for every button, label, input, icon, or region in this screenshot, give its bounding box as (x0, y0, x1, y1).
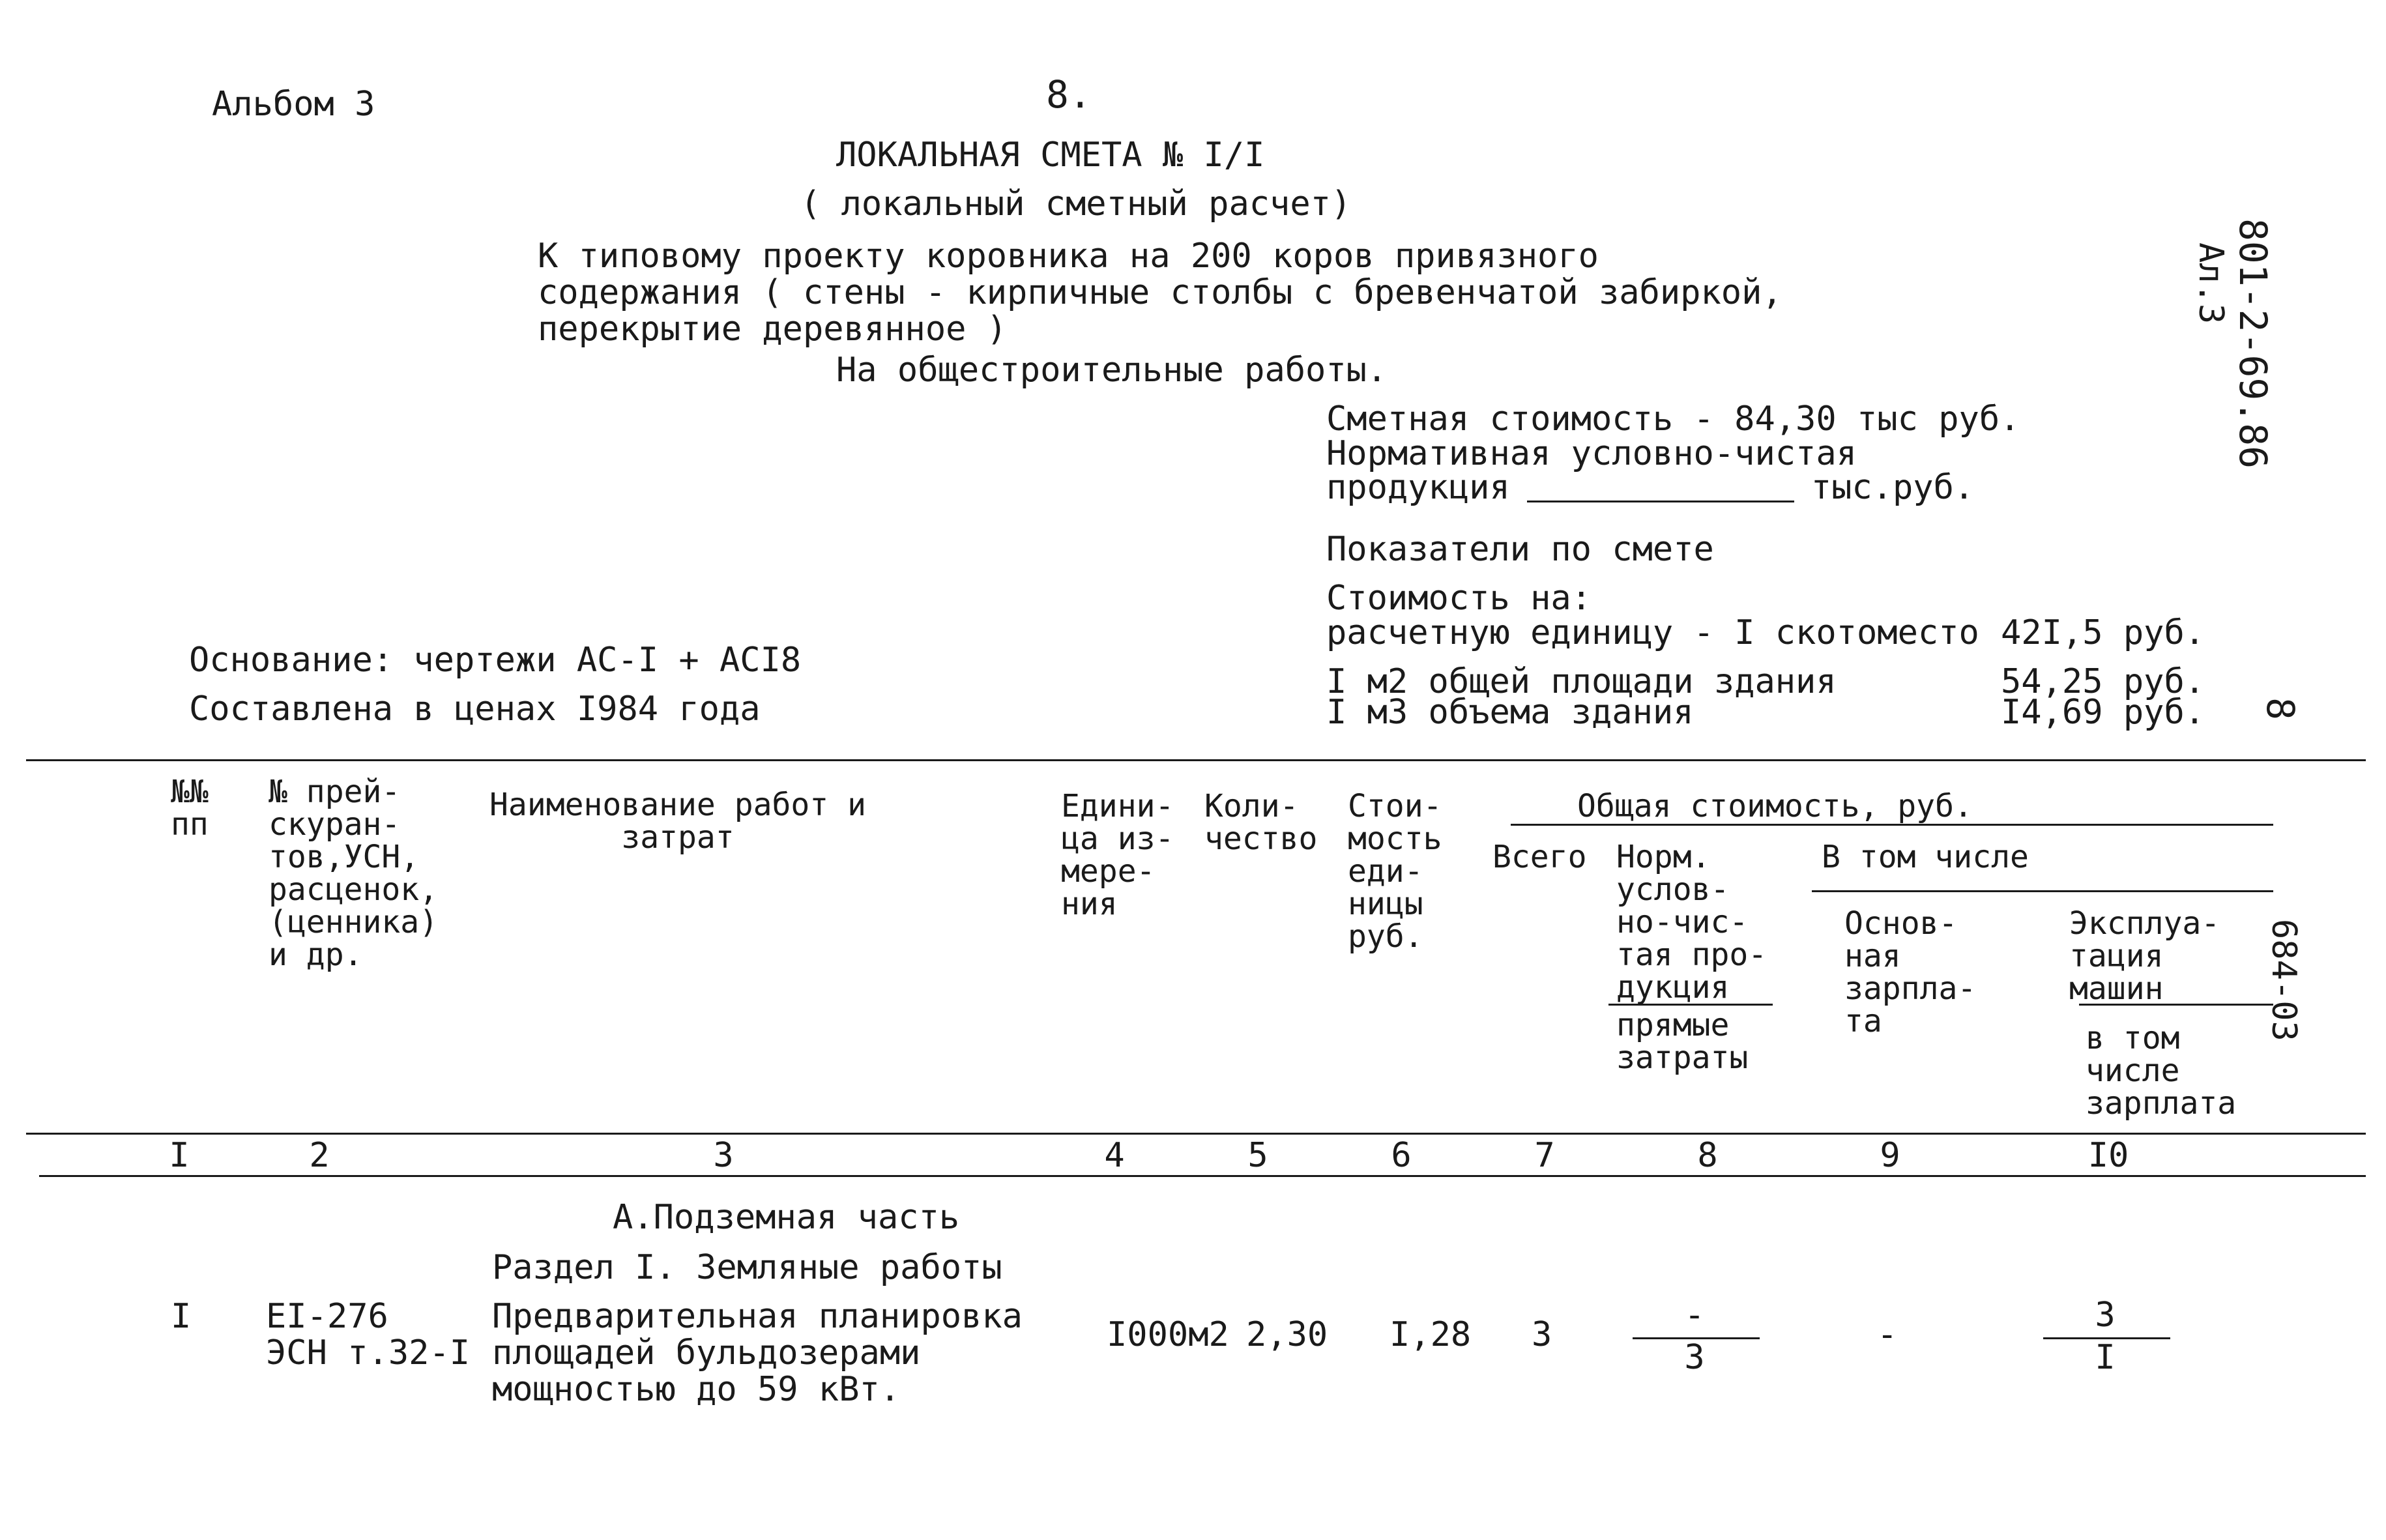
row-work-name: Предварительная планировка площадей бульдозерами мощностью до 59 кВт. (492, 1297, 1023, 1409)
section-title: Раздел I. Земляные работы (492, 1248, 1002, 1287)
document-subtitle: ( локальный сметный расчет) (800, 184, 1352, 224)
column-number: 6 (1391, 1136, 1412, 1175)
indicators-title: Показатели по смете (1326, 530, 1714, 569)
column-number: 2 (309, 1136, 330, 1175)
per-m3-value: I4,69 руб. (2001, 693, 2205, 732)
col6-header: Стои- мость еди- ницы руб. (1348, 788, 1442, 955)
col4-header: Едини- ца из- мере- ния (1061, 788, 1174, 922)
col2-header: № прей- скуран- тов,УСН, расценок, (ценника) и др. (269, 774, 439, 973)
normative-blank (1527, 501, 1794, 502)
row-number: I (171, 1297, 192, 1336)
project-line-1: К типовому проекту коровника на 200 коров привязного (538, 237, 1599, 276)
basis-drawings: Основание: чертежи АС-I + АСI8 (189, 641, 802, 680)
row-norm-top: - (1684, 1296, 1705, 1335)
per-unit-value: 42I,5 руб. (2001, 613, 2205, 652)
table-top-rule (26, 759, 2366, 761)
document-title: ЛОКАЛЬНАЯ СМЕТА № I/I (836, 136, 1265, 175)
column-number: 7 (1534, 1136, 1555, 1175)
normative-line-1: Нормативная условно-чистая (1326, 434, 1857, 473)
per-m2-value: 54,25 руб. (2001, 662, 2205, 701)
normative-label: продукция (1326, 468, 1510, 507)
per-m2-label: I м2 общей площади здания (1326, 662, 1837, 701)
col10-header-bottom: в том числе зарплата (2086, 1020, 2237, 1122)
col5-header: Коли- чество (1204, 788, 1318, 857)
col10-header-top: Эксплуа- тация машин (2069, 905, 2220, 1007)
project-description (538, 238, 1782, 347)
row-total: 3 (1532, 1315, 1552, 1354)
column-number: 4 (1104, 1136, 1125, 1175)
col8-header-bottom: прямые затраты (1616, 1007, 1749, 1076)
row-machine-top: 3 (2095, 1296, 2116, 1335)
col7-header: Всего (1492, 839, 1587, 875)
side-page-mark: 8 (2258, 697, 2303, 720)
row-code: EI-276 ЭСН т.32-I (266, 1297, 471, 1373)
column-number: 3 (713, 1136, 734, 1175)
row-quantity: 2,30 (1246, 1315, 1328, 1354)
total-group-header: Общая стоимость, руб. (1577, 788, 1973, 824)
normative-line-2 (1326, 469, 1974, 506)
incl-group-rule (1812, 890, 2273, 892)
page-number: 8. (1046, 72, 1092, 117)
per-unit-label: расчетную единицу - I скотоместо (1326, 613, 1979, 652)
side-album: Ал.3 (2191, 242, 2230, 325)
column-number: I (169, 1136, 190, 1175)
row-unit-cost: I,28 (1389, 1315, 1472, 1354)
column-number: 8 (1697, 1136, 1718, 1175)
works-type: На общестроительные работы. (836, 351, 1388, 390)
row-machine-bottom: I (2095, 1338, 2116, 1377)
row-norm-bottom: 3 (1684, 1338, 1705, 1377)
project-line-2: содержания ( стены - кирпичные столбы с бревенчатой забиркой, (538, 273, 1782, 312)
row-unit: I000м2 (1107, 1315, 1229, 1354)
cost-per-title: Стоимость на: (1326, 579, 1592, 618)
basis-prices: Составлена в ценах I984 года (189, 690, 761, 729)
part-title: А.Подземная часть (613, 1198, 960, 1237)
col8-header-top: Норм. услов- но-чис- тая про- дукция (1616, 839, 1768, 1006)
estimated-cost: Сметная стоимость - 84,30 тыс руб. (1326, 400, 2020, 439)
row-wage: - (1877, 1315, 1898, 1354)
per-m3-label: I м3 объема здания (1326, 693, 1694, 732)
project-line-3: перекрытие деревянное ) (538, 310, 1008, 349)
column-number: I0 (2088, 1136, 2129, 1175)
column-numbers-top-rule (26, 1133, 2366, 1135)
col9-header: Основ- ная зарпла- та (1844, 905, 1977, 1039)
normative-unit: тыс.руб. (1811, 468, 1975, 507)
col3-header: Наименование работ и затрат (489, 787, 866, 856)
column-numbers-bottom-rule (39, 1175, 2366, 1177)
col1-header: №№ пп (171, 774, 209, 843)
column-number: 9 (1880, 1136, 1900, 1175)
side-code: 801-2-69.86 (2231, 218, 2275, 469)
incl-group-header: В том числе (1822, 839, 2029, 875)
column-number: 5 (1247, 1136, 1268, 1175)
side-sheet-code: 684-03 (2264, 919, 2303, 1041)
album-label: Альбом 3 (212, 85, 375, 124)
